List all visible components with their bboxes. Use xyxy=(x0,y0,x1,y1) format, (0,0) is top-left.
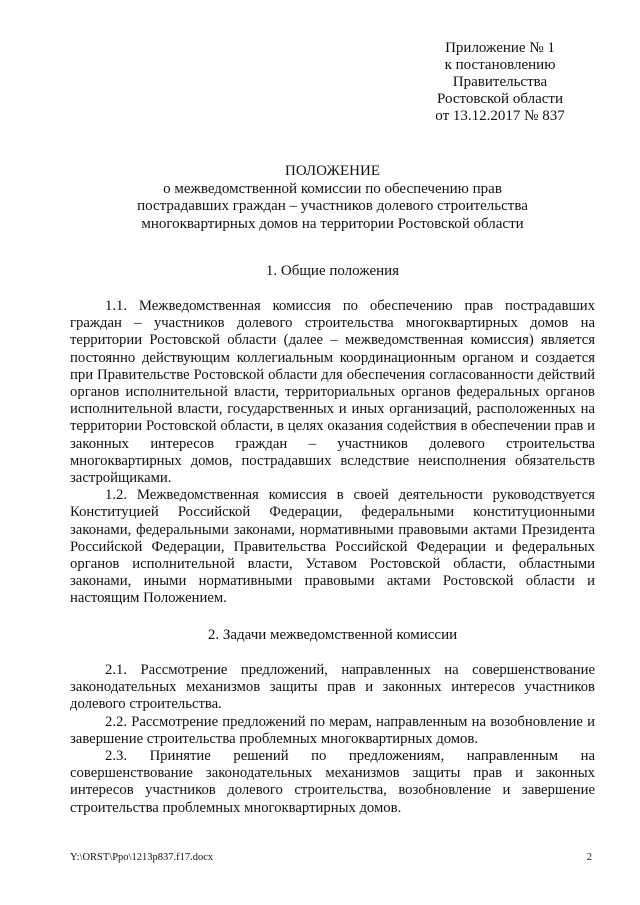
title-subtitle-line: многоквартирных домов на территории Ростовской области xyxy=(141,215,524,232)
file-path: Y:\ORST\Ppo\1213p837.f17.docx xyxy=(70,852,214,863)
appendix-line: Правительства xyxy=(452,74,548,90)
section-1-title: 1. Общие положения xyxy=(265,263,400,279)
page-number: 2 xyxy=(586,852,592,863)
section-2-body xyxy=(70,662,595,817)
appendix-line: от 13.12.2017 № 837 xyxy=(435,108,565,124)
title-subtitle-line: о межведомственной комиссии по обеспечению прав xyxy=(163,180,502,197)
appendix-line: к постановлению xyxy=(444,57,556,73)
section-1-body xyxy=(70,298,595,608)
appendix-block xyxy=(400,40,600,125)
paragraph-2-3: 2.3. Принятие решений по предложениям, направленным на совершенствование законодательных механизмов защиты прав и законных интересов участников долевого строительства, возобновление и завершение строительства проблемных многоквартирных домов. xyxy=(70,748,595,816)
title-subtitle-line: пострадавших граждан – участников долевого строительства xyxy=(137,198,528,214)
section-2-title: 2. Задачи межведомственной комиссии xyxy=(207,627,458,643)
paragraph-2-2: 2.2. Рассмотрение предложений по мерам, направленным на возобновление и завершение строительства проблемных многоквартирных домов. xyxy=(70,713,595,747)
appendix-line: Ростовской области xyxy=(437,91,563,107)
appendix-line: Приложение № 1 xyxy=(445,40,555,56)
paragraph-2-1: 2.1. Рассмотрение предложений, направленных на совершенствование законодательных механизмов защиты прав и законных интересов участников долевого строительства. xyxy=(70,662,595,713)
document-title xyxy=(70,163,595,233)
paragraph-1-1: 1.1. Межведомственная комиссия по обеспечению прав пострадавших граждан – участников долевого строительства многоквартирных домов на территории Ростовской области (далее – межведомственная комиссия) является постоянно действующим коллегиальным координационным органом и создается при Правительстве Ростовской области для обеспечения согласованности действий органов исполнительной власти, территориальных органов федеральных органов исполнительной власти, государственных и иных организаций, расположенных на территории Ростовской области, в целях оказания содействия в обеспечении прав и законных интересов граждан – участников долевого строительства многоквартирных домов, пострадавших вследствие неисполнения обязательств застройщиками. xyxy=(70,298,595,487)
paragraph-1-2: 1.2. Межведомственная комиссия в своей деятельности руководствуется Конституцией Российской Федерации, федеральными конституционными законами, федеральными законами, нормативными правовыми актами Президента Российской Федерации, Правительства Российской Федерации и федеральных органов исполнительной власти, Уставом Ростовской области, областными законами, иными нормативными правовыми актами Ростовской области и настоящим Положением. xyxy=(70,487,595,607)
title-heading: ПОЛОЖЕНИЕ xyxy=(285,163,380,179)
